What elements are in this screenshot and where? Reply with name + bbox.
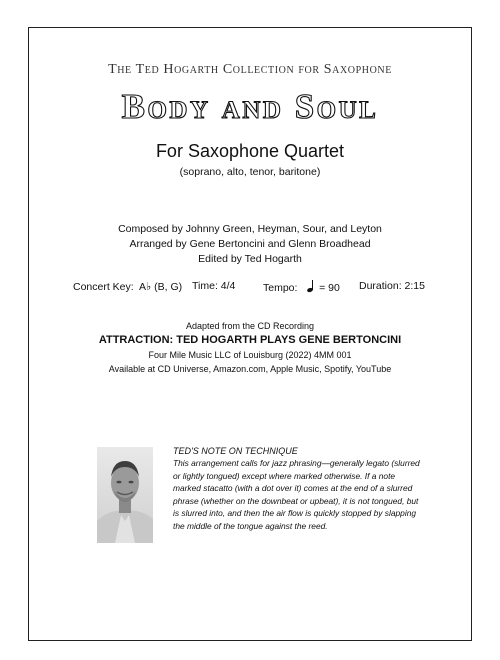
record-label: Four Mile Music LLC of Louisburg (2022) 4MM 001 [148, 350, 352, 360]
composer-credit: Composed by Johnny Green, Heyman, Sour, and Leyton [118, 223, 382, 235]
tempo-label: Tempo: [263, 282, 298, 294]
flat-sign: ♭ [145, 281, 152, 293]
voices-list: (soprano, alto, tenor, baritone) [179, 166, 321, 178]
portrait-photo [97, 447, 153, 543]
technique-note-body: This arrangement calls for jazz phrasing—generally legato (slurred or lightly tongued) except where marked otherwise. If a note marked stacatto (with a dot over it) comes at the end of a slurred phrase (whether on the downbeat or upbeat), it is not tongued, but is slurred into, and then the air flow is quickly stopped by slapping the middle of the tongue against the reed. [173, 458, 420, 531]
time-signature: Time: 4/4 [192, 280, 236, 292]
concert-key [73, 280, 182, 293]
duration: Duration: 2:15 [359, 280, 425, 292]
adapted-note: Adapted from the CD Recording [185, 321, 315, 331]
arranger-credit: Arranged by Gene Bertoncini and Glenn Broadhead [129, 238, 371, 250]
tempo-value: = 90 [319, 282, 340, 294]
availability: Available at CD Universe, Amazon.com, Apple Music, Spotify, YouTube [108, 364, 392, 374]
concert-key-note: A [138, 281, 146, 293]
concert-key-alternates: (B, G) [154, 281, 183, 293]
page-title: Body and Soul [121, 87, 379, 126]
series-title: The Ted Hogarth Collection for Saxophone [108, 62, 392, 77]
tempo [263, 280, 340, 294]
concert-key-label: Concert Key: [73, 281, 134, 293]
technique-note-heading: TED'S NOTE ON TECHNIQUE [173, 446, 298, 456]
quarter-note-icon [306, 280, 316, 293]
editor-credit: Edited by Ted Hogarth [198, 253, 302, 265]
album-title: ATTRACTION: TED HOGARTH PLAYS GENE BERTONCINI [98, 334, 402, 346]
subtitle: For Saxophone Quartet [155, 141, 345, 161]
